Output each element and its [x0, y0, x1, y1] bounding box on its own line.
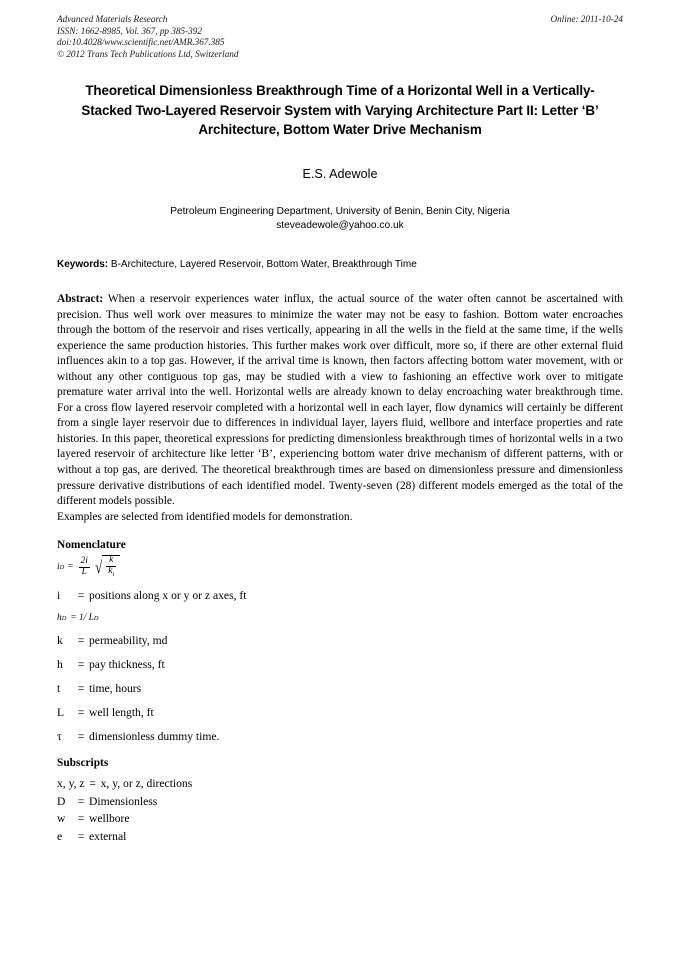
keywords-value: B-Architecture, Layered Reservoir, Bottom Water, Breakthrough Time: [110, 258, 417, 270]
nomenclature-symbol: k: [57, 633, 63, 647]
subscript-equals: =: [89, 777, 96, 791]
nomenclature-symbol: i: [57, 588, 61, 602]
subscript-item-e: [57, 828, 623, 846]
subscript-symbol: e: [57, 829, 63, 843]
radical-sign-icon: √: [95, 557, 103, 577]
nomenclature-equals: =: [77, 588, 85, 602]
formula-hd-rhs-sub: D: [93, 614, 99, 622]
nomenclature-definition: time, hours: [89, 681, 142, 695]
subscript-symbol: D: [57, 794, 66, 808]
formula-hd-rhs: = 1/ L: [70, 613, 94, 624]
nomenclature-item-h: [57, 652, 623, 676]
formula-dimensionless-thickness: [57, 608, 623, 628]
subscript-symbol: w: [57, 812, 66, 826]
subscript-definition: wellbore: [89, 812, 130, 826]
formula-dimensionless-position: [57, 553, 623, 581]
keywords: [57, 258, 623, 272]
nomenclature-definition: pay thickness, ft: [89, 657, 165, 671]
page-content: [57, 14, 623, 845]
nomenclature-symbol: t: [57, 681, 61, 695]
abstract-label: Abstract:: [57, 292, 104, 305]
nomenclature-symbol: h: [57, 657, 63, 671]
author-affiliation: [57, 205, 623, 234]
subscript-equals: =: [77, 829, 85, 843]
nomenclature-definition: positions along x or y or z axes, ft: [89, 588, 247, 602]
issn-line: ISSN: 1662-8985, Vol. 367, pp 385-392: [57, 25, 202, 36]
nomenclature-equals: =: [77, 705, 85, 719]
nomenclature-symbol: τ: [57, 729, 62, 743]
subscript-definition: Dimensionless: [89, 794, 158, 808]
journal-name: Advanced Materials Research: [57, 14, 168, 24]
radical-den-sub: i: [112, 571, 115, 579]
keywords-label: Keywords:: [57, 258, 109, 270]
nomenclature-equals: =: [77, 633, 85, 647]
formula-square-root: [94, 555, 120, 578]
formula-lhs-var: i: [57, 562, 60, 573]
formula-lhs-sub: D: [59, 563, 65, 571]
subscript-definition: x, y, or z, directions: [100, 777, 193, 791]
nomenclature-heading: Nomenclature: [57, 539, 126, 552]
subscript-item-xyz: [57, 775, 623, 793]
subscripts-heading: Subscripts: [57, 757, 109, 770]
formula-hd-var: h: [57, 613, 62, 624]
radical-contents: [102, 555, 120, 578]
nomenclature-equals: =: [77, 657, 85, 671]
journal-header: [57, 14, 623, 64]
nomenclature-item-L: [57, 700, 623, 724]
subscript-item-D: [57, 793, 623, 811]
nomenclature-definition: dimensionless dummy time.: [89, 729, 220, 743]
radical-numerator: k: [109, 555, 114, 566]
subscript-definition: external: [89, 829, 127, 843]
subscript-symbol: x, y, z: [57, 777, 85, 791]
subscript-equals: =: [77, 812, 85, 826]
formula-equals: =: [67, 562, 74, 573]
formula-denominator: L: [79, 567, 90, 578]
formula-fraction: [79, 557, 90, 578]
copyright-line: © 2012 Trans Tech Publications Ltd, Switzerland: [57, 48, 239, 59]
subscript-item-w: [57, 810, 623, 828]
author-email: steveadewole@yahoo.co.uk: [276, 220, 404, 232]
radical-fraction: [106, 556, 116, 578]
nomenclature-item-tau: [57, 724, 623, 748]
paper-title: Theoretical Dimensionless Breakthrough Time of a Horizontal Well in a Vertically-Stacked Two-Layered Reservoir System with Varying Architecture Part II: Letter ‘B’ Architecture, Bottom Water Drive Mechanism: [81, 83, 599, 138]
author-name: E.S. Adewole: [302, 166, 378, 181]
abstract-closing: Examples are selected from identified models for demonstration.: [57, 510, 353, 523]
abstract-body: When a reservoir experiences water influx, the actual source of the water often cannot be ascertained with precision. Thus well work over measures to minimize the water may not be easy to fashion. Bottom water encroaches through the bottom of the reservoir and rises vertically, appearing in all the wells in the field at the same time, if the wells experience the same production histories. This further makes work over difficult, more so, if there are other external fluid influences akin to a top gas. However, if the arrival time is known, then factors affecting bottom water movement, with or without any other contiguous top gas, may be studied with a view to fashioning an effective work over to mitigate premature water arrival into the well. Horizontal wells are already known to delay encroaching water breakthrough time. For a cross flow layered reservoir completed with a horizontal well in each layer, flow dynamics will certainly be different from a single layer reservoir due to differences in individual layer, layers fluid, wellbore and interface properties and rate histories. In this paper, theoretical expressions for predicting dimensionless breakthrough times of horizontal wells in a two layered reservoir of architecture like letter ‘B’, experiencing bottom water drive mechanism of different patterns, with or without a top gas, are derived. The theoretical breakthrough times are based on dimensionless pressure and dimensionless pressure derivative distributions of each identified model. Twenty-seven (28) different models emerged as the total of the different models possible.: [57, 292, 623, 508]
abstract: [57, 292, 623, 510]
doi-line: doi:10.4028/www.scientific.net/AMR.367.385: [57, 37, 225, 48]
radical-den-var: k: [108, 566, 113, 577]
formula-numerator: 2i: [80, 555, 88, 566]
nomenclature-definition: permeability, md: [89, 633, 168, 647]
nomenclature-equals: =: [77, 681, 85, 695]
radical-denominator: [106, 566, 116, 579]
nomenclature-definition: well length, ft: [89, 705, 154, 719]
online-date: Online: 2011-10-24: [550, 14, 623, 24]
subscripts-list: [57, 775, 623, 845]
nomenclature-item-k: [57, 628, 623, 652]
nomenclature-list: [57, 583, 623, 748]
nomenclature-equals: =: [77, 729, 85, 743]
nomenclature-item-t: [57, 676, 623, 700]
affiliation-line: Petroleum Engineering Department, University of Benin, Benin City, Nigeria: [170, 205, 510, 217]
nomenclature-symbol: L: [57, 705, 65, 719]
journal-header-left: [57, 14, 477, 60]
nomenclature-item-i: [57, 583, 623, 607]
formula-hd-sub: D: [61, 614, 67, 622]
subscript-equals: =: [77, 794, 85, 808]
